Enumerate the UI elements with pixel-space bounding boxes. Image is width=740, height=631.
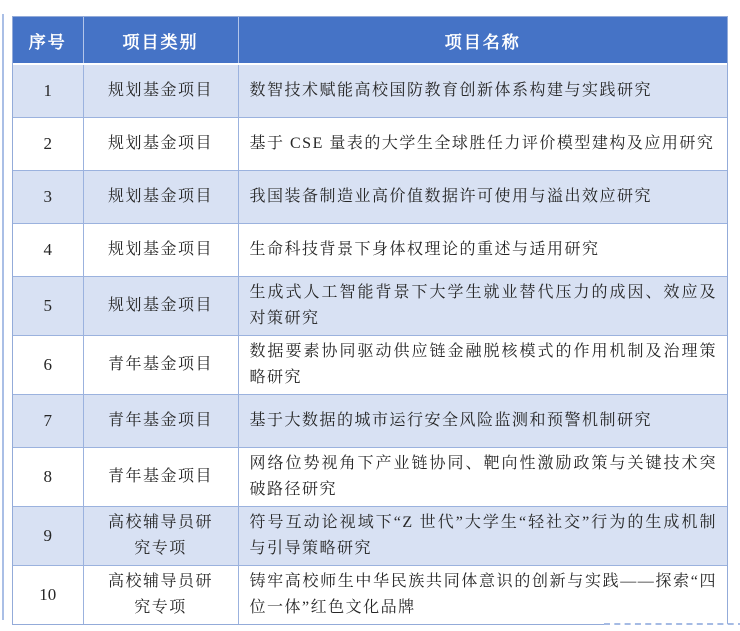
cell-title: 基于大数据的城市运行安全风险监测和预警机制研究 [238, 394, 727, 447]
cell-title: 铸牢高校师生中华民族共同体意识的创新与实践——探索“四位一体”红色文化品牌 [249, 572, 717, 616]
column-header-index: 序号 [13, 17, 83, 64]
cell-category: 高校辅导员研究专项 [83, 506, 238, 565]
projects-table [12, 16, 728, 624]
cell-index: 3 [13, 170, 83, 223]
cell-category: 规划基金项目 [83, 64, 238, 117]
cell-index: 6 [13, 335, 83, 394]
table-row [13, 223, 727, 276]
cell-category: 青年基金项目 [83, 335, 238, 394]
table-row [13, 565, 727, 624]
cell-title: 数据要素协同驱动供应链金融脱核模式的作用机制及治理策略研究 [238, 335, 727, 394]
cell-category: 规划基金项目 [83, 117, 238, 170]
cell-title: 基于 CSE 量表的大学生全球胜任力评价模型建构及应用研究 [238, 117, 727, 170]
cell-title: 符号互动论视域下“Z 世代”大学生“轻社交”行为的生成机制与引导策略研究 [238, 506, 727, 565]
cell-title: 生成式人工智能背景下大学生就业替代压力的成因、效应及对策研究 [238, 276, 727, 335]
table-row [13, 170, 727, 223]
column-header-title: 项目名称 [238, 17, 727, 64]
cell-index: 8 [13, 447, 83, 506]
table-row [13, 64, 727, 117]
cell-category: 规划基金项目 [83, 276, 238, 335]
cell-title: 网络位势视角下产业链协同、靶向性激励政策与关键技术突破路径研究 [238, 447, 727, 506]
column-header-category: 项目类别 [83, 17, 238, 64]
cell-category: 青年基金项目 [83, 394, 238, 447]
cell-title: 生命科技背景下身体权理论的重述与适用研究 [238, 223, 727, 276]
cell-index: 10 [13, 565, 83, 624]
cell-index: 2 [13, 117, 83, 170]
table-row [13, 394, 727, 447]
table-row [13, 117, 727, 170]
header-row [13, 17, 727, 64]
table-header [13, 17, 727, 64]
projects-table-grid [13, 17, 727, 624]
cell-category: 规划基金项目 [83, 170, 238, 223]
table-row [13, 276, 727, 335]
table-row [13, 506, 727, 565]
table-row [13, 447, 727, 506]
cell-title: 数智技术赋能高校国防教育创新体系构建与实践研究 [238, 64, 727, 117]
cell-index: 9 [13, 506, 83, 565]
table-body [13, 64, 727, 624]
table-row [13, 335, 727, 394]
cell-index: 5 [13, 276, 83, 335]
table-bottom-border-solid [12, 624, 604, 625]
cell-index: 7 [13, 394, 83, 447]
cell-category: 高校辅导员研究专项 [83, 565, 238, 624]
cell-category: 规划基金项目 [83, 223, 238, 276]
cell-index: 4 [13, 223, 83, 276]
cell-category: 青年基金项目 [83, 447, 238, 506]
cell-index: 1 [13, 64, 83, 117]
page-edge-line [2, 14, 4, 620]
table-bottom-border-dashed [604, 623, 740, 625]
cell-title: 我国装备制造业高价值数据许可使用与溢出效应研究 [238, 170, 727, 223]
